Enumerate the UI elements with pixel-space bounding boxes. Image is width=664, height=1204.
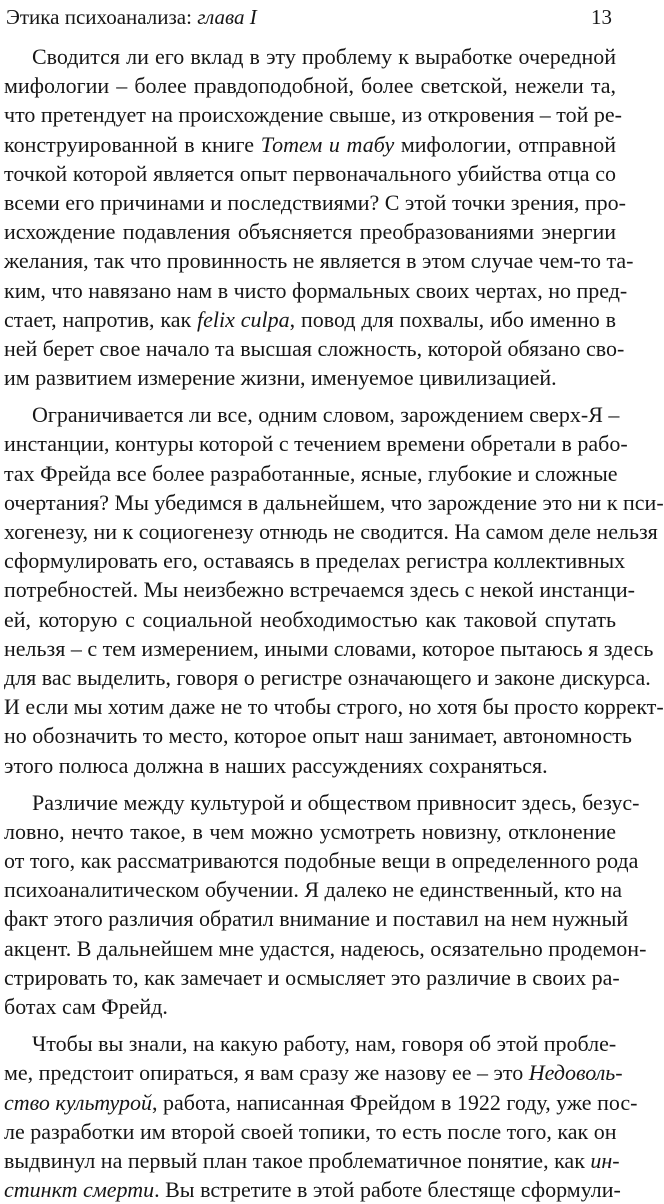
italic-text: Тотем и табу	[260, 131, 395, 157]
text-line	[4, 246, 634, 275]
text-run: этого полюса должна в наших рассуждениях сохраняться.	[4, 752, 548, 778]
text-run: очертания? Мы убедимся в дальнейшем, что зарождение это ни к пси-	[4, 489, 664, 515]
text-run: Сводится ли его вклад в эту проблему к выработке очередной	[32, 44, 616, 69]
text-run: ле разработки им второй своей топики, то есть после того, как он	[4, 1118, 617, 1144]
text-line	[4, 488, 664, 517]
text-line	[4, 663, 651, 692]
text-run: мифологии – более правдоподобной, более светской, нежели та,	[4, 73, 616, 99]
text-line	[4, 459, 616, 488]
text-line	[4, 217, 616, 246]
text-run: конструированной в книге	[4, 131, 261, 157]
text-line	[4, 130, 616, 159]
text-line	[4, 605, 616, 634]
text-line	[4, 721, 632, 750]
italic-text: felix culpa	[197, 306, 290, 332]
text-run: Ограничивается ли все, одним словом, зарождением сверх-Я –	[32, 402, 620, 428]
italic-text: ин-	[590, 1147, 620, 1173]
text-run: потребностей. Мы неизбежно встречаемся здесь с некой инстанци-	[4, 577, 635, 603]
text-line	[4, 363, 616, 392]
text-run: факт этого различия обратил внимание и поставил на нем нужный	[4, 906, 629, 932]
running-head-title: Этика психоанализа:	[6, 5, 198, 29]
text-line	[4, 276, 628, 305]
italic-text: Недоволь-	[528, 1060, 623, 1086]
paragraph	[4, 42, 634, 392]
text-line	[4, 1175, 621, 1204]
body-text	[4, 42, 664, 1204]
paragraph	[4, 400, 664, 779]
text-line	[4, 875, 622, 904]
text-run: выдвинул на первый план такое проблематичное понятие, как	[4, 1147, 591, 1173]
text-run: всеми его причинами и последствиями? С этой точки зрения, про-	[4, 189, 626, 215]
text-line	[4, 634, 654, 663]
text-line	[4, 817, 616, 846]
text-run: ким, что навязано нам в чисто формальных своих чертах, но пред-	[4, 277, 628, 303]
text-run: от того, как рассматриваются подобные вещи в определенного рода	[4, 848, 639, 874]
running-head	[6, 4, 257, 30]
text-run: что претендует на происхождение свыше, из откровения – той ре-	[4, 102, 622, 128]
text-run: им развитием измерение жизни, именуемое цивилизацией.	[4, 365, 557, 391]
text-line	[4, 400, 620, 429]
text-run: желания, так что провинность не является в этом случае чем-то та-	[4, 248, 634, 274]
text-line	[4, 71, 616, 100]
text-line	[4, 546, 626, 575]
text-run: акцент. В дальнейшем мне удастся, надеюсь, осязательно продемон-	[4, 935, 647, 961]
text-line	[4, 963, 620, 992]
text-run: , повод для похвалы, ибо именно в	[289, 306, 617, 332]
text-run: нельзя – с тем измерением, иными словами, которое пытаюсь я здесь	[4, 635, 654, 661]
text-run: точкой которой является опыт первоначального убийства отца со	[4, 160, 616, 186]
text-run: мифологии, отправной	[394, 131, 617, 157]
text-line	[4, 692, 664, 721]
text-line	[4, 100, 622, 129]
text-line	[4, 575, 635, 604]
text-run: ловно, нечто такое, в чем можно усмотреть новизну, отклонение	[4, 818, 616, 844]
text-line	[4, 305, 616, 334]
text-run: ме, предстоит опираться, я вам сразу же назову ее – это	[4, 1060, 529, 1086]
page-number: 13	[591, 5, 612, 29]
text-line	[4, 846, 639, 875]
text-line	[4, 42, 616, 71]
text-line	[4, 788, 640, 817]
text-line	[4, 1117, 616, 1146]
text-run: стрировать то, как замечает и осмысляет это различие в своих ра-	[4, 964, 620, 990]
text-run: Различие между культурой и обществом привносит здесь, безус-	[32, 789, 640, 815]
text-run: но обозначить то место, которое опыт наш занимает, автономность	[4, 723, 632, 749]
text-run: исхождение подавления объясняется преобразованиями энергии	[4, 219, 616, 245]
text-run: . Вы встретите в этой работе блестяще сформули-	[154, 1177, 621, 1203]
text-run: психоаналитическом обучении. Я далеко не единственный, кто на	[4, 877, 622, 903]
text-run: для вас выделить, говоря о регистре означающего и законе дискурса.	[4, 664, 651, 690]
running-head-chapter: глава I	[197, 5, 257, 29]
text-line	[4, 1029, 616, 1058]
text-run: сформулировать его, оставаясь в пределах регистра коллективных	[4, 548, 626, 574]
text-run: хогенезу, ни к социогенезу отнюдь не сводится. На самом деле нельзя	[4, 519, 658, 544]
italic-text: ство культурой	[4, 1089, 153, 1115]
text-line	[4, 751, 616, 780]
paragraph	[4, 1029, 638, 1204]
text-line	[4, 429, 628, 458]
text-line	[4, 188, 626, 217]
text-line	[4, 992, 616, 1021]
text-run: ей, которую с социальной необходимостью как таковой спутать	[4, 606, 616, 632]
text-line	[4, 904, 629, 933]
text-run: , работа, написанная Фрейдом в 1922 году, уже пос-	[152, 1089, 638, 1115]
page-header	[6, 4, 612, 30]
text-line	[4, 517, 658, 546]
text-line	[4, 334, 625, 363]
text-run: тах Фрейда все более разработанные, ясные, глубокие и сложные	[4, 460, 618, 486]
text-run: инстанции, контуры которой с течением времени обретали в рабо-	[4, 431, 628, 457]
italic-text: стинкт смерти	[4, 1177, 155, 1203]
text-line	[4, 934, 647, 963]
paragraph	[4, 788, 647, 1022]
text-run: ней берет свое начало та высшая сложность, которой обязано сво-	[4, 335, 625, 361]
text-line	[4, 1058, 623, 1087]
text-run: стает, напротив, как	[4, 306, 198, 332]
text-line	[4, 159, 616, 188]
text-line	[4, 1088, 638, 1117]
text-run: ботах сам Фрейд.	[4, 994, 168, 1019]
text-run: И если мы хотим даже не то чтобы строго, но хотя бы просто коррект-	[4, 694, 664, 720]
text-line	[4, 1146, 620, 1175]
text-run: Чтобы вы знали, на какую работу, нам, говоря об этой пробле-	[32, 1031, 617, 1057]
